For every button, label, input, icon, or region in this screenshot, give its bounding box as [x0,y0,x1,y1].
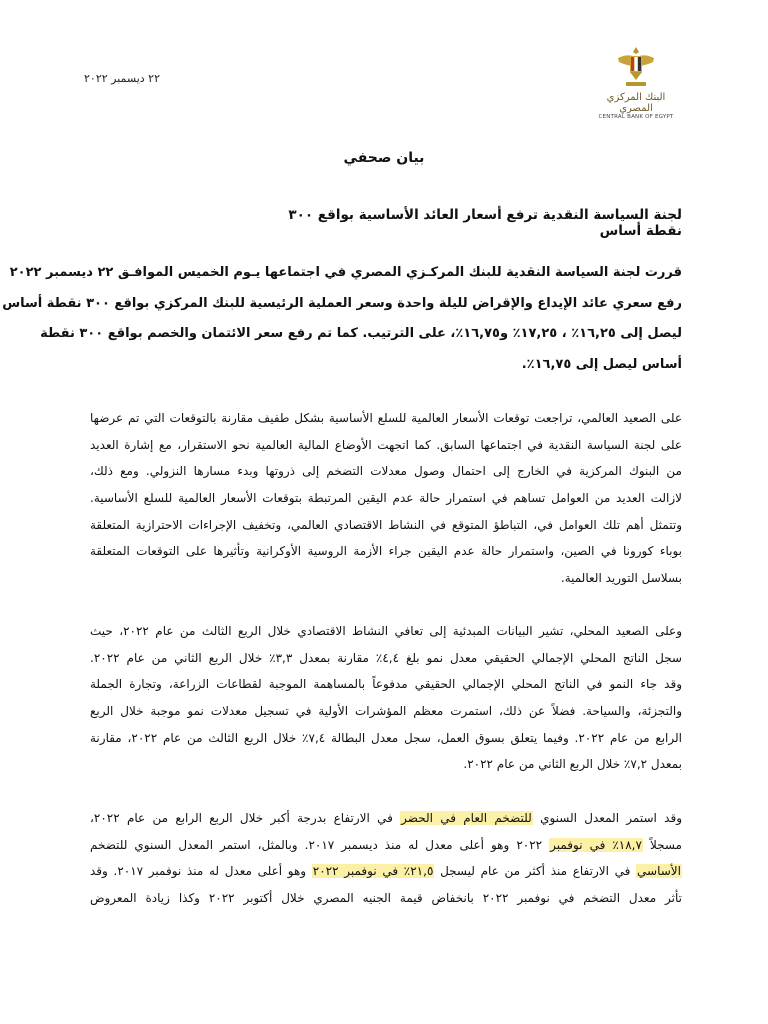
text-line: الرابع من عام ٢٠٢٢. وفيما يتعلق بسوق العمل، سجل معدل البطالة ٧,٤٪ خلال الربع الثالث من عام ٢٠٢٢، مقارنة [90,730,682,745]
text-line: ليصل إلى ١٦,٢٥٪ ، ١٧,٢٥٪ و١٦,٧٥٪، على الترتيب. كما تم رفع سعر الائتمان والخصم بواقع ٣٠٠ نقطة [40,326,682,341]
text-line: أساس ليصل إلى ١٦,٧٥٪. [521,356,682,372]
decision-paragraph [2,258,682,380]
text-line: بوباء كورونا في الصين، واستمرار حالة عدم اليقين جراء الأزمة الروسية الأوكرانية وتأثيرها على التوقعات المتعلقة [90,544,682,559]
text-line [90,832,682,859]
text-segment: في الارتفاع بدرجة أكبر خلال الربع الرابع من عام ٢٠٢٢، [90,811,393,825]
text-line: من البنوك المركزية في الخارج إلى احتمال وصول معدلات التضخم إلى ذروتها وبدء مسارها النزولي. ومع ذلك، [90,464,682,479]
text-line: وعلى الصعيد المحلي، تشير البيانات المبدئية إلى تعافي النشاط الاقتصادي خلال الربع الثالث من عام ٢٠٢٢، حيث [90,624,682,638]
highlight-urban-inflation: للتضخم العام في الحضر [401,811,532,825]
text-line: لازالت العديد من العوامل تساهم في استمرار حالة عدم اليقين المرتبطة بتوقعات الأسعار العالمية للسلع الأساسية. [90,491,682,506]
text-segment: في الارتفاع منذ أكثر من عام ليسجل [440,864,631,879]
text-segment: وهو أعلى معدل له منذ نوفمبر ٢٠١٧. وقد [90,864,307,879]
text-line [90,805,682,832]
document-title: بيان صحفي [343,150,425,166]
text-segment: ٢٠٢٢ وهو أعلى معدل له منذ ديسمبر ٢٠١٧. وبالمثل، استمر المعدل السنوي للتضخم [90,837,543,852]
text-line: على لجنة السياسة النقدية في اجتماعها السابق. كما اتجهت الأوضاع المالية العالمية نحو الاستقرار، مع إشارة العديد [90,437,682,452]
text-line: على الصعيد العالمي، تراجعت توقعات الأسعار العالمية للسلع الأساسية بشكل طفيف مقارنة بالتوقعات التي تم عرضها [90,411,682,425]
text-line: قررت لجنة السياسة النقدية للبنك المركـزي المصري في اجتماعها يـوم الخميس الموافـق ٢٢ ديسمبر ٢٠٢٢ [9,265,682,280]
headline: لجنة السياسة النقدية ترفع أسعار العائد الأساسية بواقع ٣٠٠ نقطة أساس [288,207,682,239]
bank-name-arabic: البنك المركزي المصري [606,92,666,114]
highlight-november-rate: ١٨,٧٪ في نوفمبر [550,837,642,852]
highlight-core: الأساسي [637,864,681,879]
text-segment: وقد استمر المعدل السنوي [540,811,682,825]
text-line: بسلاسل التوريد العالمية. [560,571,682,586]
global-outlook-paragraph [90,405,682,592]
text-line: رفع سعري عائد الإيداع والإقراض لليلة واحدة وسعر العملية الرئيسية للبنك المركزي بواقع ٣٠٠ نقطة أساس [2,295,682,311]
text-segment: مسجلاً [649,837,682,852]
text-line: والتجزئة، والسياحة. فضلاً عن ذلك، استمرت معظم المؤشرات الأولية في تسجيل معدلات نمو موجبة خلال الربع [90,704,682,719]
central-bank-logo [596,44,676,120]
text-line: سجل الناتج المحلي الإجمالي الحقيقي معدل نمو بلغ ٤,٤٪ مقارنة بمعدل ٣,٣٪ خلال الربع الثاني من عام ٢٠٢٢. [90,650,682,665]
text-line: وتتمثل أهم تلك العوامل في، التباطؤ المتوقع في النشاط الاقتصادي العالمي، وتخفيف الإجراءات الاحترازية المتعلقة [90,517,682,532]
text-line: تأثر معدل التضخم في نوفمبر ٢٠٢٢ بانخفاض قيمة الجنيه المصري خلال أكتوبر ٢٠٢٢ وكذا زيادة المعروض [90,891,682,906]
release-date: ٢٢ ديسمبر ٢٠٢٢ [84,72,160,85]
inflation-paragraph [90,805,682,912]
domestic-outlook-paragraph [90,618,682,778]
text-line: بمعدل ٧,٢٪ خلال الربع الثاني من عام ٢٠٢٢. [463,757,682,772]
eagle-emblem-icon [616,44,656,90]
text-line [90,858,682,885]
text-line: وقد جاء النمو في الناتج المحلي الإجمالي الحقيقي مدفوعاً بالمساهمة الموجبة لقطاعات الزراعة، وتجارة الجملة [90,677,682,692]
bank-name-english: CENTRAL BANK OF EGYPT [598,114,674,120]
highlight-core-rate: ٢١,٥٪ في نوفمبر ٢٠٢٢ [312,864,434,879]
